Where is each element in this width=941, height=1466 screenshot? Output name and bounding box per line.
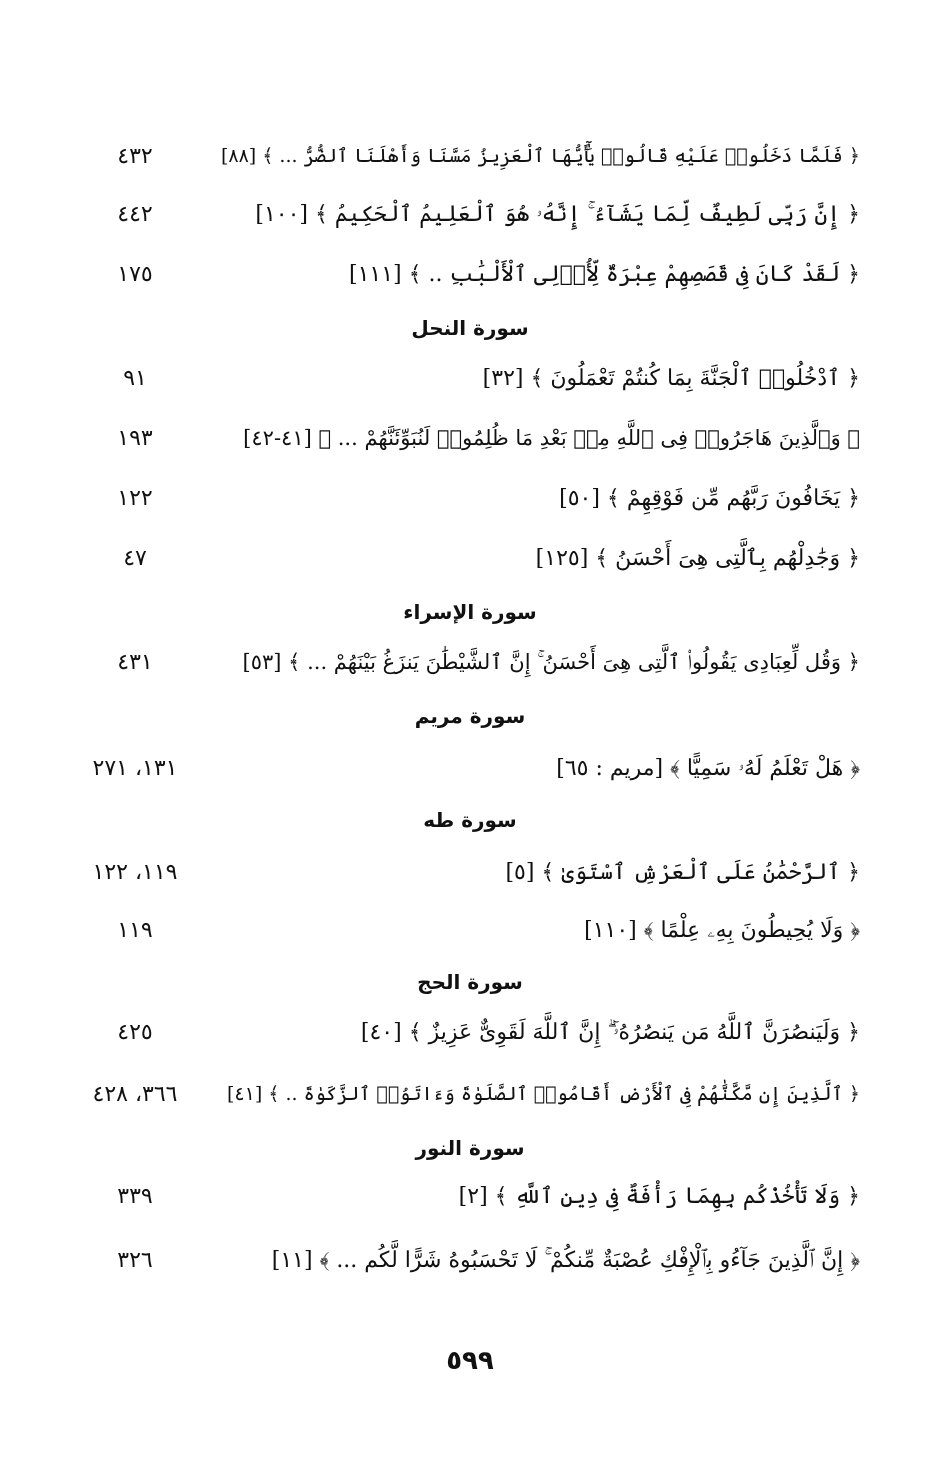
page-reference: ١١٩، ١٢٢	[92, 859, 178, 885]
verse-text: ﴿ يَخَافُونَ رَبَّهُم مِّن فَوْقِهِمْ ﴾ [٥٠]	[559, 485, 860, 511]
verse-text: ﴿ وَلَيَنصُرَنَّ ٱللَّهُ مَن يَنصُرُهُۥٓ ۗ إِنَّ ٱللَّهَ لَقَوِىٌّ عَزِيزٌ ﴾ [٤٠]	[360, 1019, 860, 1045]
page-number: ٥٩٩	[446, 1346, 494, 1376]
verse-text: ﴿ وَلَا تَأْخُذْكُم بِهِمَا رَأْفَةٌ فِى دِينِ ٱللَّهِ ﴾ [٢]	[458, 1183, 860, 1209]
index-entry	[60, 418, 870, 458]
page-reference: ٣٣٩	[117, 1183, 153, 1209]
index-entry	[60, 1176, 870, 1216]
index-entry	[60, 910, 870, 950]
page-reference: ١٢٢	[117, 485, 153, 511]
index-entry	[60, 194, 870, 234]
index-entry	[60, 1240, 870, 1280]
verse-text: ﴿ وَٱلَّذِينَ هَاجَرُوا۟ فِى ٱللَّهِ مِنۢ بَعْدِ مَا ظُلِمُوا۟ لَنُبَوِّئَنَّهُمْ ... ﴾ [٤١-٤٢]	[243, 426, 860, 450]
page-reference: ٤٤٢	[117, 201, 153, 227]
surah-heading: سورة الحج	[417, 970, 523, 994]
verse-text: ﴿ ٱلَّذِينَ إِن مَّكَّنَّٰهُمْ فِى ٱلْأَرْضِ أَقَامُوا۟ ٱلصَّلَوٰةَ وَءَاتَوُا۟ ٱلزَّكَوٰةَ .. ﴾ [٤١]	[227, 1083, 860, 1105]
index-entry	[60, 1074, 870, 1114]
page-reference: ٤٣٢	[117, 143, 153, 169]
verse-text: ﴿ وَقُل لِّعِبَادِى يَقُولُوا۟ ٱلَّتِى هِىَ أَحْسَنُ ۚ إِنَّ ٱلشَّيْطَٰنَ يَنزَغُ بَيْنَهُمْ ... ﴾ [٥٣]	[242, 649, 860, 674]
surah-heading: سورة طه	[423, 808, 517, 832]
verse-text: ﴿ وَلَا يُحِيطُونَ بِهِۦ عِلْمًا ﴾ [١١٠]	[584, 917, 860, 943]
surah-heading: سورة النور	[415, 1136, 525, 1160]
verse-text: ﴿ ٱدْخُلُوا۟ ٱلْجَنَّةَ بِمَا كُنتُمْ تَعْمَلُونَ ﴾ [٣٢]	[482, 365, 860, 391]
index-entry	[60, 642, 870, 682]
index-entry	[60, 852, 870, 892]
page-reference: ١٩٣	[117, 425, 153, 451]
page-reference: ٣٦٦، ٤٢٨	[92, 1081, 178, 1107]
index-entry	[60, 254, 870, 294]
page-reference: ٤٢٥	[117, 1019, 153, 1045]
verse-text: ﴿ ٱلرَّحْمَٰنُ عَلَى ٱلْعَرْشِ ٱسْتَوَىٰ ﴾ [٥]	[505, 859, 860, 885]
page-reference: ٩١	[123, 365, 147, 391]
verse-text: ﴿ لَقَدْ كَانَ فِى قَصَصِهِمْ عِبْرَةٌ لِّأُو۟لِى ٱلْأَلْبَٰبِ .. ﴾ [١١١]	[349, 261, 860, 287]
page-reference: ١١٩	[117, 917, 153, 943]
surah-heading: سورة مريم	[414, 704, 526, 728]
verse-text: ﴿ إِنَّ ٱلَّذِينَ جَآءُو بِٱلْإِفْكِ عُصْبَةٌ مِّنكُمْ ۚ لَا تَحْسَبُوهُ شَرًّا لَّكُم ... ﴾ [١١]	[271, 1247, 860, 1273]
verse-text: ﴿ هَلْ تَعْلَمُ لَهُۥ سَمِيًّا ﴾ [مريم : ٦٥]	[556, 755, 860, 781]
page-reference: ١٧٥	[117, 261, 153, 287]
index-entry	[60, 1012, 870, 1052]
verse-text: ﴿ إِنَّ رَبِّى لَطِيفٌ لِّمَا يَشَآءُ ۚ إِنَّهُۥ هُوَ ٱلْعَلِيمُ ٱلْحَكِيمُ ﴾ [١٠٠]	[255, 201, 860, 227]
index-entry	[60, 136, 870, 176]
index-entry	[60, 748, 870, 788]
index-entry	[60, 538, 870, 578]
index-entry	[60, 478, 870, 518]
verse-text: ﴿ فَلَمَّا دَخَلُوا۟ عَلَيْهِ قَالُوا۟ يَٰٓأَيُّهَا ٱلْعَزِيزُ مَسَّنَا وَأَهْلَنَا ٱلضُّرُّ ... ﴾ [٨٨]	[220, 145, 860, 167]
page-reference: ٤٧	[123, 545, 147, 571]
page-reference: ١٣١، ٢٧١	[92, 755, 178, 781]
surah-heading: سورة النحل	[411, 316, 529, 340]
index-entry	[60, 358, 870, 398]
page-reference: ٣٢٦	[117, 1247, 153, 1273]
surah-heading: سورة الإسراء	[403, 600, 537, 624]
verse-text: ﴿ وَجَٰدِلْهُم بِٱلَّتِى هِىَ أَحْسَنُ ﴾ [١٢٥]	[535, 545, 860, 571]
page-reference: ٤٣١	[117, 649, 153, 675]
